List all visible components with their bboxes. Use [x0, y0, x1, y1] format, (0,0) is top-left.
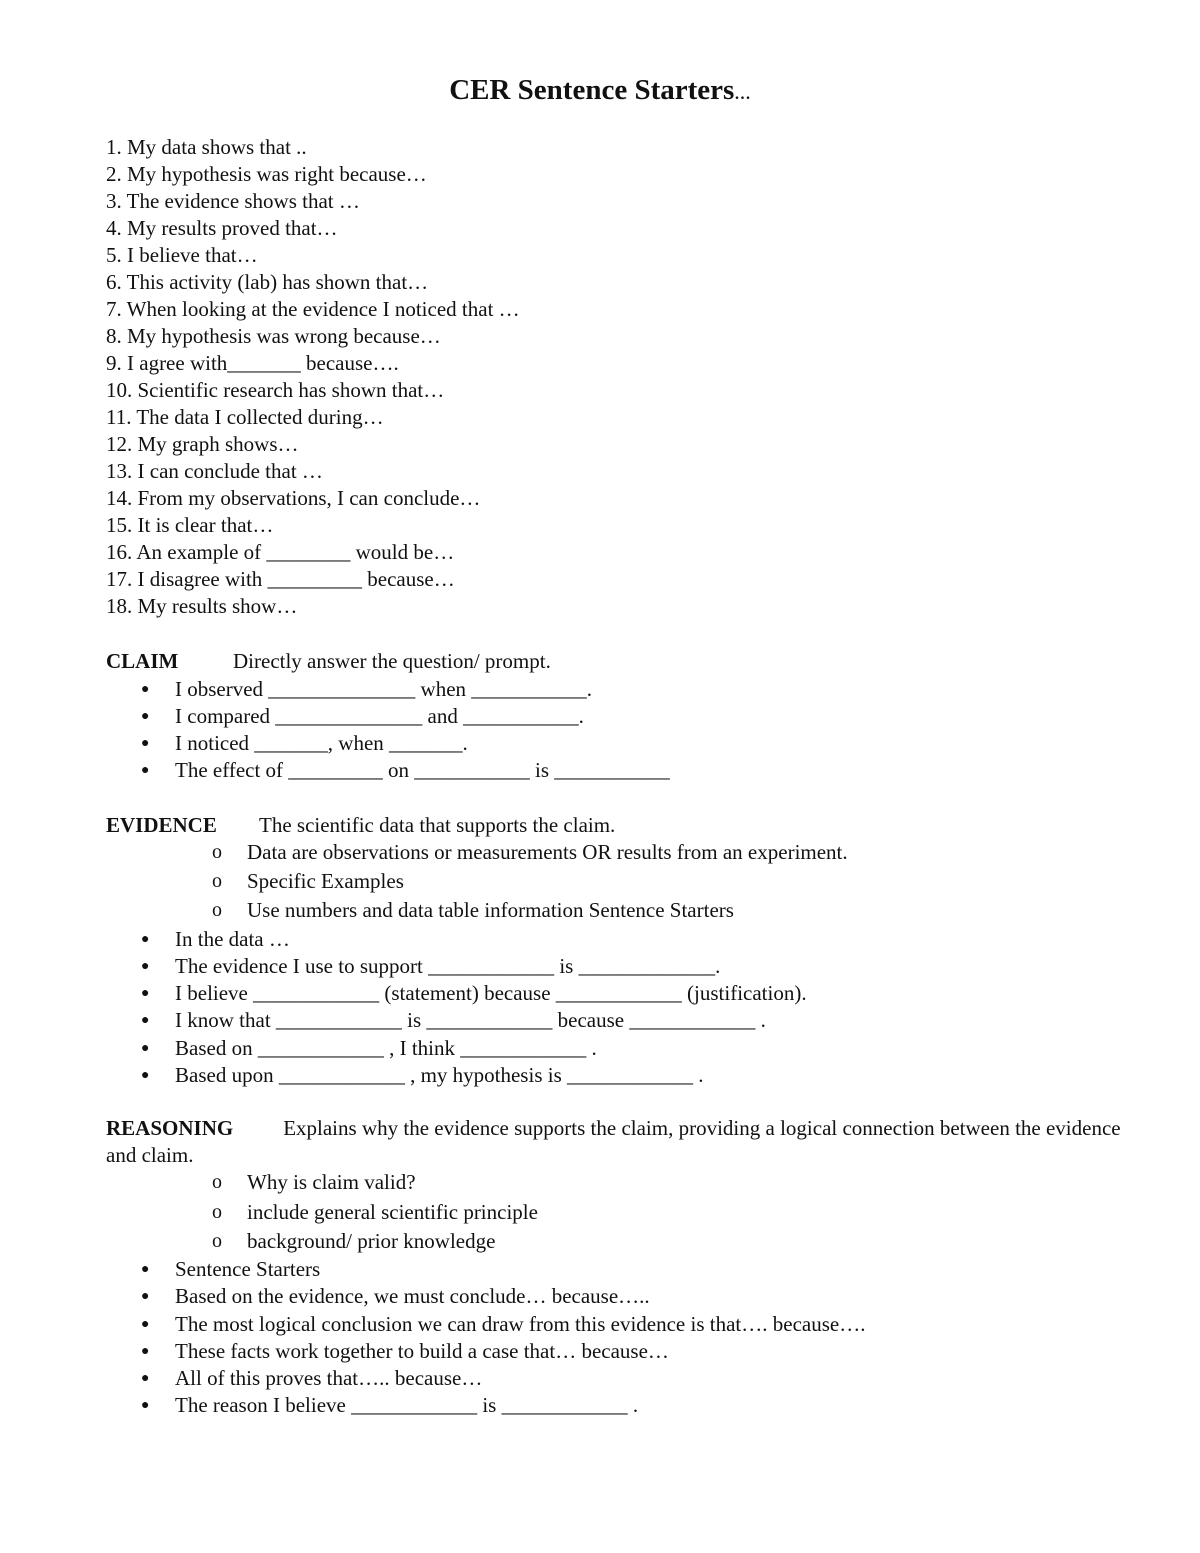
starter-item: 1. My data shows that .. [106, 135, 307, 159]
starter-item: 13. I can conclude that … [106, 459, 323, 483]
bullet-icon: ● [141, 1013, 150, 1028]
reasoning-description: Explains why the evidence supports the claim, providing a logical connection between the evidence and claim. [106, 1116, 1121, 1167]
starter-item: 12. My graph shows… [106, 432, 299, 456]
starter-item: 18. My results show… [106, 594, 298, 618]
evidence-bullet: Based on ____________ , I think ____________ . [175, 1036, 597, 1060]
starter-item: 8. My hypothesis was wrong because… [106, 324, 441, 348]
starter-item: 16. An example of ________ would be… [106, 540, 455, 564]
evidence-bullet: The evidence I use to support ____________ is _____________. [175, 954, 721, 978]
sub-bullet-icon: o [212, 1201, 222, 1223]
bullet-icon: ● [141, 959, 150, 974]
bullet-icon: ● [141, 1289, 150, 1304]
evidence-description: The scientific data that supports the claim. [259, 813, 616, 837]
starter-item: 15. It is clear that… [106, 513, 274, 537]
evidence-bullet: In the data … [175, 927, 290, 951]
bullet-icon: ● [141, 709, 150, 724]
starter-item: 14. From my observations, I can conclude… [106, 486, 481, 510]
sub-bullet-icon: o [212, 899, 222, 921]
evidence-subpoint: Data are observations or measurements OR results from an experiment. [247, 840, 848, 864]
starter-item: 6. This activity (lab) has shown that… [106, 270, 429, 294]
evidence-subpoint: Use numbers and data table information Sentence Starters [247, 898, 734, 922]
bullet-icon: ● [141, 1317, 150, 1332]
bullet-icon: ● [141, 1041, 150, 1056]
reasoning-bullet: The reason I believe ____________ is ____________ . [175, 1393, 639, 1417]
claim-bullet: I observed ______________ when ___________. [175, 677, 593, 701]
sub-bullet-icon: o [212, 1230, 222, 1252]
bullet-icon: ● [141, 1344, 150, 1359]
starter-item: 4. My results proved that… [106, 216, 338, 240]
starter-item: 10. Scientific research has shown that… [106, 378, 445, 402]
starter-item: 11. The data I collected during… [106, 405, 384, 429]
reasoning-bullet: Based on the evidence, we must conclude… because….. [175, 1284, 650, 1308]
reasoning-bullet: All of this proves that….. because… [175, 1366, 483, 1390]
reasoning-paragraph [106, 1115, 1126, 1169]
starter-item: 9. I agree with_______ because…. [106, 351, 399, 375]
bullet-icon: ● [141, 1398, 150, 1413]
evidence-subpoint: Specific Examples [247, 869, 404, 893]
title-text: CER Sentence Starters [449, 74, 735, 106]
title-ellipsis: ... [734, 79, 751, 104]
bullet-icon: ● [141, 1262, 150, 1277]
sub-bullet-icon: o [212, 841, 222, 863]
reasoning-bullet: The most logical conclusion we can draw from this evidence is that…. because…. [175, 1312, 866, 1336]
reasoning-subpoint: Why is claim valid? [247, 1170, 416, 1194]
evidence-heading: EVIDENCE [106, 813, 217, 837]
bullet-icon: ● [141, 932, 150, 947]
claim-bullet: I noticed _______, when _______. [175, 731, 468, 755]
starter-item: 5. I believe that… [106, 243, 258, 267]
claim-bullet: The effect of _________ on ___________ is ___________ [175, 758, 670, 782]
evidence-bullet: Based upon ____________ , my hypothesis is ____________ . [175, 1063, 704, 1087]
evidence-bullet: I know that ____________ is ____________ because ____________ . [175, 1008, 766, 1032]
bullet-icon: ● [141, 1371, 150, 1386]
starter-item: 7. When looking at the evidence I noticed that … [106, 297, 520, 321]
bullet-icon: ● [141, 736, 150, 751]
claim-description: Directly answer the question/ prompt. [233, 649, 551, 673]
reasoning-heading: REASONING [106, 1116, 234, 1140]
starter-item: 3. The evidence shows that … [106, 189, 360, 213]
evidence-bullet: I believe ____________ (statement) because ____________ (justification). [175, 981, 807, 1005]
starter-item: 2. My hypothesis was right because… [106, 162, 427, 186]
claim-bullet: I compared ______________ and ___________. [175, 704, 584, 728]
bullet-icon: ● [141, 1068, 150, 1083]
sub-bullet-icon: o [212, 1171, 222, 1193]
reasoning-bullet: These facts work together to build a case that… because… [175, 1339, 669, 1363]
reasoning-subpoint: background/ prior knowledge [247, 1229, 496, 1253]
reasoning-bullet: Sentence Starters [175, 1257, 321, 1281]
bullet-icon: ● [141, 682, 150, 697]
bullet-icon: ● [141, 763, 150, 778]
bullet-icon: ● [141, 986, 150, 1001]
reasoning-subpoint: include general scientific principle [247, 1200, 538, 1224]
claim-heading: CLAIM [106, 649, 179, 673]
starter-item: 17. I disagree with _________ because… [106, 567, 455, 591]
page-title [0, 72, 1200, 110]
sub-bullet-icon: o [212, 870, 222, 892]
